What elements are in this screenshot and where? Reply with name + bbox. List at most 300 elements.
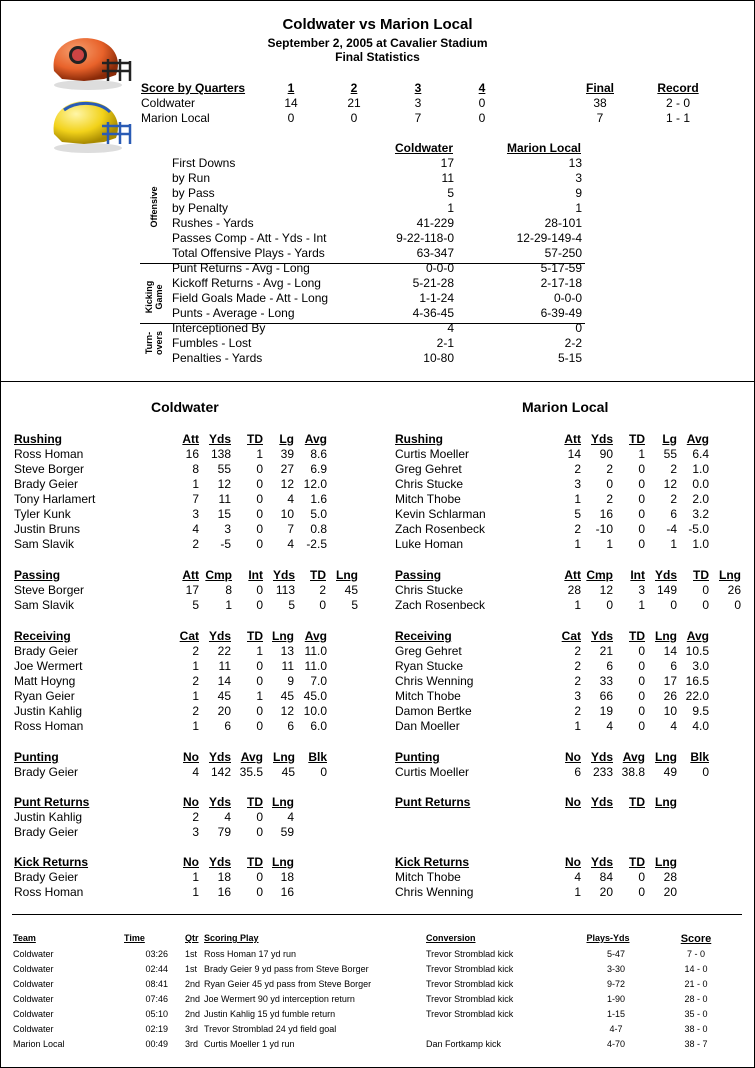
player-stat: 233 xyxy=(592,765,613,779)
player-name: Ross Homan xyxy=(14,447,84,461)
player-stat: 0 xyxy=(256,810,263,824)
scoring-cell: Coldwater xyxy=(13,979,54,989)
stat-value-coldwater: 5 xyxy=(447,186,454,200)
player-stat: 1 xyxy=(606,537,613,551)
stat-value-coldwater: 63-347 xyxy=(416,246,454,260)
stat-value-marion-local: 2-17-18 xyxy=(540,276,582,290)
kick-returns-section-label: Kick Returns xyxy=(395,855,470,869)
player-stat: 1 xyxy=(192,689,199,703)
player-name: Chris Wenning xyxy=(395,885,474,899)
player-stat: 4 xyxy=(606,719,613,733)
player-name: Ryan Geier xyxy=(14,689,75,703)
scoring-cell: 38 - 0 xyxy=(684,1024,708,1034)
column-header: No xyxy=(565,855,581,869)
stat-value-coldwater: 1-1-24 xyxy=(419,291,454,305)
player-stat: 6 xyxy=(670,659,677,673)
player-stat: 0 xyxy=(638,870,645,884)
player-name: Curtis Moeller xyxy=(395,447,470,461)
left-team-title: Coldwater xyxy=(151,399,219,415)
player-stat: 149 xyxy=(656,583,677,597)
player-name: Chris Stucke xyxy=(395,583,464,597)
stat-value-coldwater: 0-0-0 xyxy=(425,261,454,275)
stat-value-coldwater: 10-80 xyxy=(423,351,454,365)
receiving-section-label: Receiving xyxy=(395,629,452,643)
column-header: Yds xyxy=(654,568,677,582)
scoring-cell: 4-7 xyxy=(609,1024,623,1034)
player-stat: 10.0 xyxy=(303,704,327,718)
stat-label: by Penalty xyxy=(172,201,229,215)
player-stat: 5 xyxy=(574,507,581,521)
player-stat: 6.9 xyxy=(310,462,327,476)
player-stat: 9 xyxy=(287,674,294,688)
player-stat: 59 xyxy=(280,825,294,839)
quarter-score: 3 xyxy=(414,96,422,110)
player-stat: 0 xyxy=(256,659,263,673)
player-stat: 7.0 xyxy=(310,674,327,688)
stat-value-marion-local: 28-101 xyxy=(544,216,582,230)
player-stat: 6 xyxy=(224,719,231,733)
player-stat: 2 xyxy=(670,462,677,476)
player-stat: 55 xyxy=(663,447,677,461)
column-header: Lng xyxy=(272,855,294,869)
player-stat: 10.5 xyxy=(685,644,709,658)
player-stat: 18 xyxy=(217,870,231,884)
player-stat: 4 xyxy=(224,810,231,824)
player-name: Brady Geier xyxy=(14,870,79,884)
player-stat: 0 xyxy=(256,885,263,899)
player-name: Ross Homan xyxy=(14,885,84,899)
column-header: No xyxy=(565,750,581,764)
column-header: Avg xyxy=(686,629,709,643)
column-header: Yds xyxy=(208,432,231,446)
player-stat: 4 xyxy=(192,765,199,779)
player-stat: 45 xyxy=(344,583,358,597)
player-name: Mitch Thobe xyxy=(395,870,461,884)
player-stat: 2 xyxy=(574,659,581,673)
column-header: TD xyxy=(693,568,709,582)
scoring-header: Conversion xyxy=(426,933,476,943)
player-stat: 18 xyxy=(280,870,294,884)
stat-label: Punt Returns - Avg - Long xyxy=(172,261,310,275)
kick-returns-section-label: Kick Returns xyxy=(14,855,89,869)
player-stat: 0 xyxy=(256,492,263,506)
scoring-cell: Coldwater xyxy=(13,1009,54,1019)
player-stat: 11.0 xyxy=(304,644,327,658)
player-stat: 0 xyxy=(256,462,263,476)
column-header: Cat xyxy=(561,629,581,643)
scoring-cell: 4-70 xyxy=(606,1039,625,1049)
stat-value-coldwater: 17 xyxy=(440,156,454,170)
player-stat: 3 xyxy=(224,522,231,536)
scoring-header: Score xyxy=(680,933,712,945)
player-stat: 12 xyxy=(280,477,294,491)
player-stat: 12 xyxy=(217,477,231,491)
page-title: Coldwater vs Marion Local xyxy=(282,16,473,33)
player-stat: 1 xyxy=(574,537,581,551)
player-stat: 4 xyxy=(192,522,199,536)
player-stat: 0 xyxy=(256,522,263,536)
scoring-play: Justin Kahlig 15 yd fumble return xyxy=(204,1009,336,1019)
player-stat: 16.5 xyxy=(685,674,709,688)
stat-label: Fumbles - Lost xyxy=(172,336,252,350)
player-name: Sam Slavik xyxy=(14,598,75,612)
scoring-cell: 2nd xyxy=(185,979,201,989)
section-divider xyxy=(0,381,755,382)
team-stats-header: Coldwater xyxy=(394,141,453,155)
stats-group-label: Kicking Game xyxy=(144,280,164,314)
passing-section-label: Passing xyxy=(395,568,442,582)
column-header: No xyxy=(183,855,199,869)
player-stat: 0 xyxy=(638,644,645,658)
player-name: Damon Bertke xyxy=(395,704,472,718)
player-stat: 26 xyxy=(663,689,677,703)
player-stat: 11 xyxy=(218,659,231,673)
player-stat: 11 xyxy=(281,659,294,673)
player-stat: 4.0 xyxy=(692,719,709,733)
column-header: Yds xyxy=(208,750,231,764)
column-header: Avg xyxy=(622,750,645,764)
player-stat: 84 xyxy=(599,870,613,884)
team-name: Marion Local xyxy=(141,111,210,125)
punt-returns-section-label: Punt Returns xyxy=(395,795,471,809)
stat-value-coldwater: 2-1 xyxy=(436,336,454,350)
scoring-cell: 3rd xyxy=(185,1039,199,1049)
stat-value-marion-local: 3 xyxy=(575,171,582,185)
quarter-score: 38 xyxy=(593,96,607,110)
column-header: TD xyxy=(247,795,263,809)
player-stat: 0 xyxy=(256,598,263,612)
scoring-header: Qtr xyxy=(185,933,199,943)
quarter-score: 0 xyxy=(478,96,486,110)
player-stat: 2 xyxy=(192,537,199,551)
scoring-cell: Coldwater xyxy=(13,964,54,974)
player-stat: 20 xyxy=(217,704,231,718)
stats-group-divider xyxy=(140,263,585,264)
player-stat: 2 xyxy=(574,644,581,658)
player-stat: 1.6 xyxy=(310,492,327,506)
scoring-cell: Marion Local xyxy=(13,1039,65,1049)
player-stat: 3.0 xyxy=(692,659,709,673)
player-stat: 0 xyxy=(638,537,645,551)
player-stat: 13 xyxy=(280,644,294,658)
player-name: Chris Wenning xyxy=(395,674,474,688)
player-stat: 1 xyxy=(256,644,263,658)
column-header: Att xyxy=(182,568,199,582)
column-header: Avg xyxy=(304,629,327,643)
stat-value-marion-local: 9 xyxy=(575,186,582,200)
player-stat: 142 xyxy=(210,765,231,779)
stat-value-coldwater: 11 xyxy=(441,171,454,185)
player-stat: 0 xyxy=(638,659,645,673)
scoring-cell: 7 - 0 xyxy=(686,949,705,959)
column-header: Lng xyxy=(655,750,677,764)
player-stat: -5 xyxy=(220,537,231,551)
column-header: Cat xyxy=(179,629,199,643)
column-header: Int xyxy=(630,568,645,582)
scoring-cell: 28 - 0 xyxy=(684,994,708,1004)
player-stat: 113 xyxy=(275,583,295,597)
column-header: TD xyxy=(247,629,263,643)
stat-value-marion-local: 0-0-0 xyxy=(553,291,582,305)
player-stat: 0 xyxy=(256,477,263,491)
column-header: TD xyxy=(629,795,645,809)
stat-value-coldwater: 9-22-118-0 xyxy=(396,231,454,245)
player-stat: 45 xyxy=(280,689,294,703)
player-name: Brady Geier xyxy=(14,644,79,658)
player-stat: 22.0 xyxy=(685,689,709,703)
player-name: Greg Gehret xyxy=(395,462,462,476)
player-name: Greg Gehret xyxy=(395,644,462,658)
scoring-cell: 5-47 xyxy=(606,949,625,959)
scoring-cell: 21 - 0 xyxy=(684,979,708,989)
player-stat: 138 xyxy=(210,447,231,461)
player-stat: 1 xyxy=(638,598,645,612)
player-stat: 16 xyxy=(599,507,613,521)
player-stat: 0 xyxy=(734,598,741,612)
column-header: Lng xyxy=(273,750,295,764)
quarter-score: 7 xyxy=(596,111,604,125)
scoring-header: Plays-Yds xyxy=(586,933,630,943)
player-stat: 12 xyxy=(599,583,613,597)
player-name: Curtis Moeller xyxy=(395,765,470,779)
player-stat: 21 xyxy=(599,644,613,658)
column-header: TD xyxy=(310,568,326,582)
stat-value-marion-local: 6-39-49 xyxy=(540,306,582,320)
scoring-cell: 1st xyxy=(185,949,198,959)
player-stat: 0 xyxy=(638,492,645,506)
player-stat: 0 xyxy=(638,507,645,521)
scoring-cell: 05:10 xyxy=(145,1009,168,1019)
player-stat: 0 xyxy=(606,477,613,491)
player-stat: 22 xyxy=(217,644,231,658)
player-stat: 2.0 xyxy=(692,492,709,506)
player-stat: 1.0 xyxy=(692,537,709,551)
scoring-cell: Coldwater xyxy=(13,1024,54,1034)
scoring-cell: Trevor Stromblad kick xyxy=(426,949,514,959)
player-stat: -2.5 xyxy=(306,537,327,551)
player-stat: 2 xyxy=(574,704,581,718)
player-name: Sam Slavik xyxy=(14,537,75,551)
scoring-play: Ross Homan 17 yd run xyxy=(204,949,297,959)
player-name: Tyler Kunk xyxy=(14,507,71,521)
player-stat: 5 xyxy=(288,598,295,612)
player-stat: 9.5 xyxy=(692,704,709,718)
right-team-title: Marion Local xyxy=(522,399,609,415)
player-name: Brady Geier xyxy=(14,477,79,491)
column-header: Yds xyxy=(590,629,613,643)
column-header: Yds xyxy=(208,795,231,809)
player-stat: 1 xyxy=(638,447,645,461)
player-stat: -4 xyxy=(666,522,677,536)
quarters-header: Record xyxy=(657,81,699,95)
player-stat: 5 xyxy=(192,598,199,612)
player-name: Zach Rosenbeck xyxy=(395,522,486,536)
player-stat: 3.2 xyxy=(692,507,709,521)
player-stat: 3 xyxy=(192,825,199,839)
player-stat: -5.0 xyxy=(688,522,709,536)
player-stat: 1 xyxy=(256,447,263,461)
player-stat: 11 xyxy=(218,492,231,506)
quarter-score: 2 - 0 xyxy=(665,96,690,110)
quarter-score: 21 xyxy=(347,96,361,110)
player-stat: 45 xyxy=(217,689,231,703)
stat-value-marion-local: 1 xyxy=(575,201,582,215)
player-stat: 0 xyxy=(256,583,263,597)
player-stat: 2 xyxy=(574,462,581,476)
player-stat: 4 xyxy=(670,719,677,733)
player-stat: 6.4 xyxy=(692,447,709,461)
scoring-cell: 1-90 xyxy=(606,994,625,1004)
player-stat: 6 xyxy=(287,719,294,733)
player-stat: 90 xyxy=(599,447,613,461)
player-stat: 0 xyxy=(670,598,677,612)
column-header: Att xyxy=(564,432,581,446)
player-name: Zach Rosenbeck xyxy=(395,598,486,612)
player-stat: 0.0 xyxy=(692,477,709,491)
player-stat: 0 xyxy=(256,825,263,839)
player-stat: 12 xyxy=(663,477,677,491)
scoring-cell: 3-30 xyxy=(606,964,625,974)
player-stat: 3 xyxy=(574,689,581,703)
player-stat: 1 xyxy=(192,885,199,899)
column-header: Int xyxy=(248,568,263,582)
player-stat: 0 xyxy=(256,537,263,551)
quarter-score: 0 xyxy=(350,111,358,125)
player-stat: 20 xyxy=(599,885,613,899)
scoring-cell: Coldwater xyxy=(13,949,54,959)
player-stat: 39 xyxy=(280,447,294,461)
player-stat: 2 xyxy=(192,704,199,718)
column-header: Cmp xyxy=(205,568,232,582)
punt-returns-section-label: Punt Returns xyxy=(14,795,90,809)
player-stat: 8.6 xyxy=(310,447,327,461)
player-stat: 10 xyxy=(663,704,677,718)
column-header: TD xyxy=(247,432,263,446)
column-header: Lg xyxy=(279,432,294,446)
scoring-cell: 02:44 xyxy=(145,964,168,974)
stat-label: Punts - Average - Long xyxy=(172,306,295,320)
player-name: Matt Hoyng xyxy=(14,674,76,688)
player-stat: 0 xyxy=(638,477,645,491)
column-header: TD xyxy=(629,855,645,869)
player-stat: 0 xyxy=(702,598,709,612)
scoring-cell: 14 - 0 xyxy=(684,964,708,974)
column-header: Blk xyxy=(308,750,327,764)
quarters-header: 1 xyxy=(287,81,295,95)
player-stat: 2 xyxy=(574,522,581,536)
column-header: Yds xyxy=(208,855,231,869)
scoring-cell: 00:49 xyxy=(145,1039,168,1049)
player-name: Steve Borger xyxy=(14,462,85,476)
player-stat: 10 xyxy=(280,507,294,521)
page-caption: Final Statistics xyxy=(335,50,420,64)
column-header: Lng xyxy=(655,795,677,809)
scoring-cell: Trevor Stromblad kick xyxy=(426,1009,514,1019)
player-stat: 79 xyxy=(217,825,231,839)
column-header: Lng xyxy=(272,795,294,809)
quarter-score: 7 xyxy=(414,111,422,125)
player-name: Justin Kahlig xyxy=(14,704,83,718)
punting-section-label: Punting xyxy=(14,750,59,764)
scoring-play: Brady Geier 9 yd pass from Steve Borger xyxy=(204,964,369,974)
scoring-cell: Dan Fortkamp kick xyxy=(426,1039,502,1049)
column-header: Yds xyxy=(590,432,613,446)
player-stat: 2 xyxy=(574,674,581,688)
player-stat: 12.0 xyxy=(303,477,327,491)
player-name: Steve Borger xyxy=(14,583,85,597)
column-header: Yds xyxy=(590,795,613,809)
player-stat: 1 xyxy=(670,537,677,551)
player-stat: 20 xyxy=(663,885,677,899)
column-header: Avg xyxy=(686,432,709,446)
quarter-score: 0 xyxy=(478,111,486,125)
column-header: Lng xyxy=(655,855,677,869)
player-stat: 12 xyxy=(280,704,294,718)
column-header: No xyxy=(565,795,581,809)
quarters-header: Final xyxy=(585,81,614,95)
player-stat: 1 xyxy=(225,598,232,612)
player-stat: 6 xyxy=(670,507,677,521)
rushing-section-label: Rushing xyxy=(395,432,443,446)
player-stat: 28 xyxy=(663,870,677,884)
player-stat: 6 xyxy=(606,659,613,673)
player-stat: 0 xyxy=(256,704,263,718)
column-header: Lg xyxy=(662,432,677,446)
player-stat: 35.5 xyxy=(239,765,263,779)
stats-group-divider xyxy=(140,323,585,324)
stat-label: Kickoff Returns - Avg - Long xyxy=(172,276,321,290)
player-name: Brady Geier xyxy=(14,765,79,779)
scoring-cell: Coldwater xyxy=(13,994,54,1004)
player-stat: 3 xyxy=(192,507,199,521)
player-stat: 0 xyxy=(702,583,709,597)
scoring-divider xyxy=(12,914,742,915)
scoring-play: Curtis Moeller 1 yd run xyxy=(204,1039,295,1049)
page-subtitle: September 2, 2005 at Cavalier Stadium xyxy=(267,36,488,50)
column-header: Lng xyxy=(655,629,677,643)
player-name: Tony Harlamert xyxy=(14,492,96,506)
player-name: Mitch Thobe xyxy=(395,689,461,703)
column-header: Yds xyxy=(272,568,295,582)
player-stat: 0 xyxy=(320,765,327,779)
player-stat: 0 xyxy=(606,598,613,612)
player-name: Dan Moeller xyxy=(395,719,460,733)
player-name: Luke Homan xyxy=(395,537,464,551)
player-stat: 0 xyxy=(319,598,326,612)
stat-value-coldwater: 1 xyxy=(447,201,454,215)
player-stat: 0.8 xyxy=(310,522,327,536)
receiving-section-label: Receiving xyxy=(14,629,71,643)
scoring-cell: 1st xyxy=(185,964,198,974)
player-stat: 16 xyxy=(185,447,199,461)
column-header: Lng xyxy=(719,568,741,582)
scoring-play: Joe Wermert 90 yd interception return xyxy=(204,994,355,1004)
stat-value-marion-local: 5-17-59 xyxy=(540,261,582,275)
column-header: Avg xyxy=(240,750,263,764)
column-header: No xyxy=(183,795,199,809)
player-stat: 0 xyxy=(256,870,263,884)
player-stat: 14 xyxy=(567,447,581,461)
player-name: Justin Kahlig xyxy=(14,810,83,824)
player-stat: 19 xyxy=(599,704,613,718)
player-stat: 55 xyxy=(217,462,231,476)
player-stat: 0 xyxy=(702,765,709,779)
team-name: Coldwater xyxy=(141,96,196,110)
player-stat: 33 xyxy=(599,674,613,688)
player-name: Ryan Stucke xyxy=(395,659,464,673)
player-stat: 2 xyxy=(192,674,199,688)
player-stat: 1.0 xyxy=(692,462,709,476)
